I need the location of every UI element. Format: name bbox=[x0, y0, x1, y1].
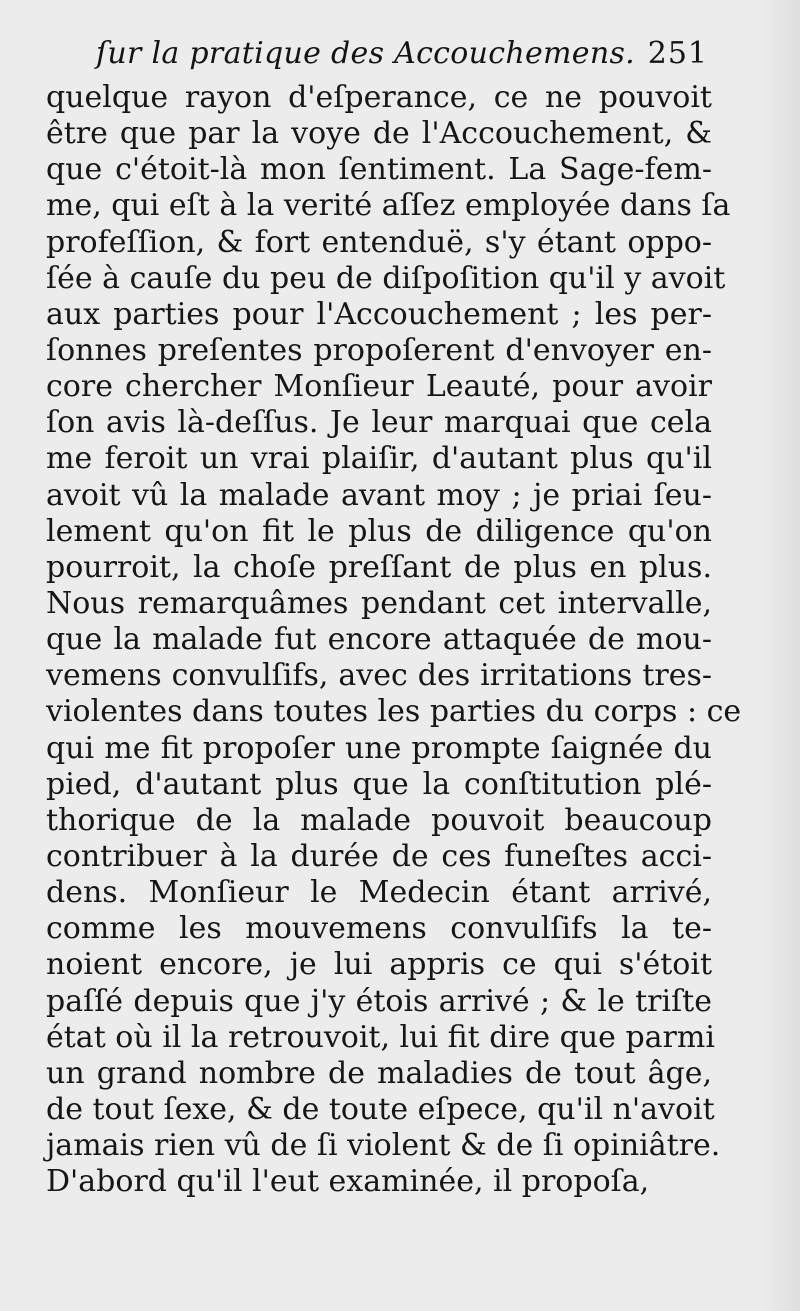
text-line: aux parties pour l'Accouchement ; les per- bbox=[46, 296, 712, 332]
text-line: vemens convulſifs, avec des irritations tres- bbox=[46, 658, 712, 694]
text-line: ſon avis là-deſſus. Je leur marquai que cela bbox=[46, 405, 712, 441]
text-line: thorique de la malade pouvoit beaucoup bbox=[46, 802, 712, 838]
text-line: que la malade fut encore attaquée de mou- bbox=[46, 622, 712, 658]
text-line: paſſé depuis que j'y étois arrivé ; & le triſte bbox=[46, 983, 712, 1019]
text-line: quelque rayon d'eſperance, ce ne pouvoit bbox=[46, 80, 712, 115]
text-line: comme les mouvemens convulſifs la te- bbox=[46, 911, 712, 947]
body-text bbox=[46, 80, 742, 1200]
text-line: profeſſion, & fort entenduë, s'y étant oppo- bbox=[46, 224, 712, 260]
text-line: ſée à cauſe du peu de diſpoſition qu'il y avoit bbox=[46, 260, 726, 296]
text-line: ſonnes preſentes propoſerent d'envoyer en- bbox=[46, 332, 712, 368]
text-line: me, qui eſt à la verité aſſez employée dans ſa bbox=[46, 188, 731, 224]
page-header bbox=[96, 36, 708, 76]
text-line: que c'étoit-là mon ſentiment. La Sage-fem- bbox=[46, 152, 712, 188]
text-line: de tout ſexe, & de toute eſpece, qu'il n'avoit bbox=[46, 1091, 715, 1127]
page-edge-shadow bbox=[760, 0, 800, 1311]
text-line: noient encore, je lui appris ce qui s'étoit bbox=[46, 947, 712, 983]
text-line: violentes dans toutes les parties du corps : ce bbox=[46, 694, 742, 730]
text-line: Nous remarquâmes pendant cet intervalle, bbox=[46, 585, 712, 621]
text-line: me feroit un vrai plaiſir, d'autant plus qu'il bbox=[46, 441, 712, 477]
text-line: un grand nombre de maladies de tout âge, bbox=[46, 1055, 712, 1091]
text-line: dens. Monſieur le Medecin étant arrivé, bbox=[46, 875, 712, 911]
text-line: être que par la voye de l'Accouchement, & bbox=[46, 116, 712, 152]
running-title: ſur la pratique des Accouchemens. bbox=[96, 36, 635, 71]
page-number: 251 bbox=[647, 36, 708, 71]
text-line: avoit vû la malade avant moy ; je priai ſeu- bbox=[46, 477, 712, 513]
text-line: contribuer à la durée de ces funeſtes acci- bbox=[46, 838, 712, 874]
text-line: jamais rien vû de ſi violent & de ſi opiniâtre. bbox=[46, 1128, 721, 1164]
text-line: pied, d'autant plus que la conſtitution plé- bbox=[46, 766, 712, 802]
text-line: état où il la retrouvoit, lui fit dire que parmi bbox=[46, 1019, 715, 1055]
text-line: lement qu'on fit le plus de diligence qu'on bbox=[46, 513, 712, 549]
text-line: qui me fit propoſer une prompte ſaignée du bbox=[46, 730, 712, 766]
text-line: core chercher Monſieur Leauté, pour avoir bbox=[46, 369, 712, 405]
text-line: D'abord qu'il l'eut examinée, il propoſa, bbox=[46, 1164, 650, 1200]
text-line: pourroit, la choſe preſſant de plus en plus. bbox=[46, 549, 712, 585]
